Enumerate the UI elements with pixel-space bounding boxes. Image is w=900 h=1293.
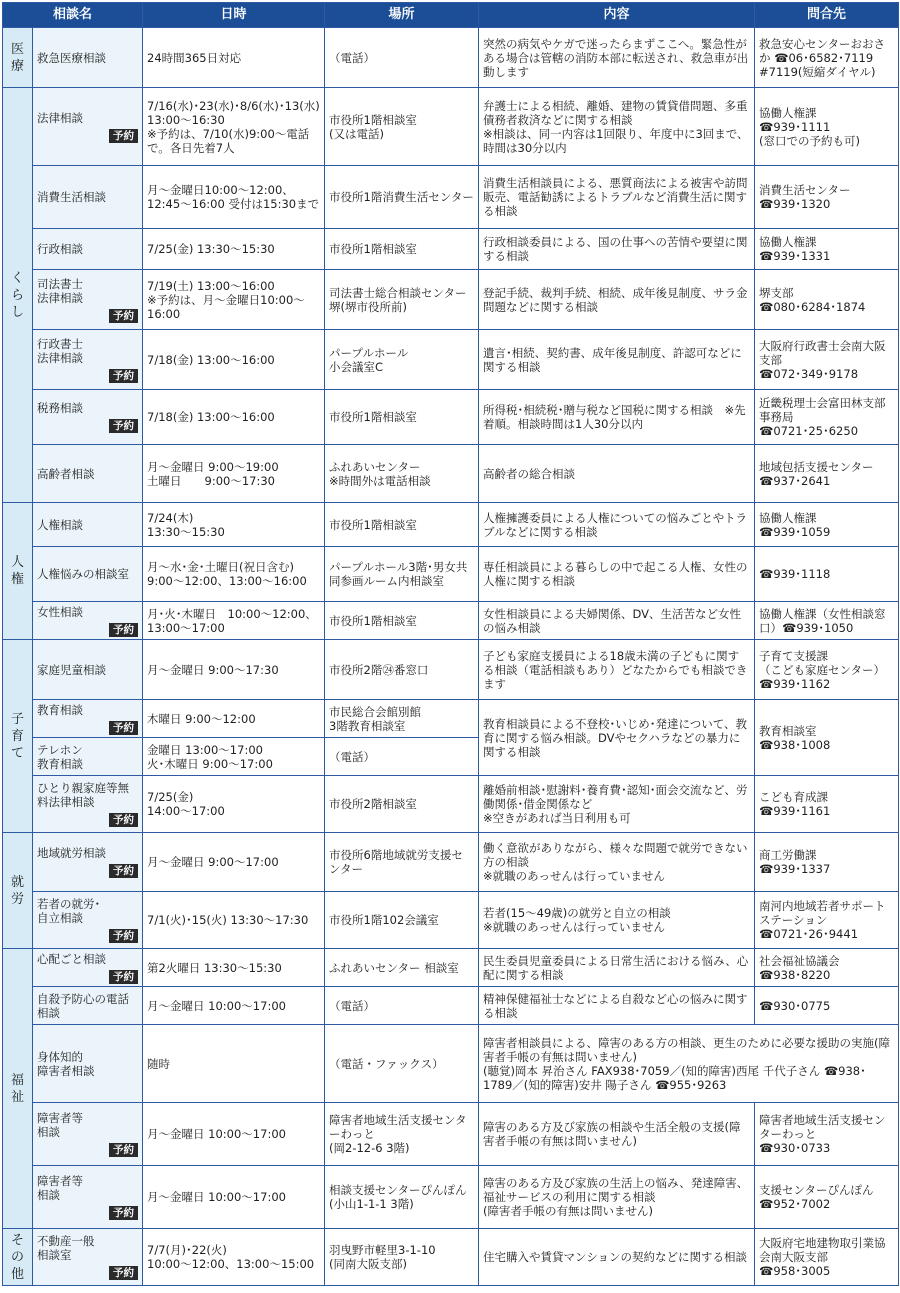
place-cell: 市役所2階相談室 <box>325 776 479 833</box>
table-row <box>3 547 899 602</box>
contact-cell: 商工労働課 ☎939･1337 <box>755 833 899 892</box>
date-cell: 7/16(水)･23(水)･8/6(水)･13(水) 13:00〜16:30 ※予約は、7/10(水)9:00〜電話で。各日先着7人 <box>143 88 325 166</box>
consultation-name: 不動産一般 相談室 <box>37 1234 95 1262</box>
place-cell: パープルホール 小会議室C <box>325 330 479 390</box>
place-cell: 市役所1階相談室 <box>325 390 479 445</box>
reservation-badge: 予約 <box>109 309 138 323</box>
content-cell: 高齢者の総合相談 <box>479 445 755 503</box>
contact-cell: 社会福祉協議会 ☎938･8220 <box>755 949 899 987</box>
consultation-name: 自殺予防心の電話相談 <box>37 991 129 1020</box>
reservation-badge: 予約 <box>109 813 138 827</box>
table-row <box>3 949 899 987</box>
consultation-name-cell <box>33 445 143 503</box>
table-row <box>3 166 899 229</box>
content-cell: 消費生活相談員による、悪質商法による被害や訪問販売、電話勧誘によるトラブルなど消費生活に関する相談 <box>479 166 755 229</box>
content-cell: 民生委員児童委員による日常生活における悩み、心配に関する相談 <box>479 949 755 987</box>
header-contact: 問合先 <box>755 3 899 28</box>
content-cell: 障害のある方及び家族の生活上の悩み、発達障害、福祉サービスの利用に関する相談 (障害者手帳の有無は問いません) <box>479 1166 755 1229</box>
place-cell: 相談支援センターぴんぽん(小山1-1-1 3階) <box>325 1166 479 1229</box>
table-row <box>3 390 899 445</box>
category-label: そ の 他 <box>3 1229 33 1286</box>
consultation-name: 行政相談 <box>37 242 83 256</box>
date-cell: 月〜金曜日 10:00〜17:00 <box>143 987 325 1025</box>
content-cell: 子ども家庭支援員による18歳未満の子どもに関する相談（電話相談もあり）どなたからでも相談できます <box>479 640 755 700</box>
content-cell: 若者(15〜49歳)の就労と自立の相談 ※就職のあっせんは行っていません <box>479 892 755 949</box>
date-cell: 月〜金曜日10:00〜12:00、12:45〜16:00 受付は15:30まで <box>143 166 325 229</box>
header-name: 相談名 <box>3 3 143 28</box>
date-cell: 月〜水･金･土曜日(祝日含む) 9:00〜12:00、13:00〜16:00 <box>143 547 325 602</box>
consultation-name-cell <box>33 166 143 229</box>
table-row <box>3 270 899 330</box>
place-cell: （電話・ファックス） <box>325 1025 479 1103</box>
place-cell: 市役所1階相談室 <box>325 229 479 270</box>
contact-cell: 教育相談室 ☎938･1008 <box>755 700 899 776</box>
content-cell: 専任相談員による暮らしの中で起こる人権、女性の人権に関する相談 <box>479 547 755 602</box>
contact-cell: ☎939･1118 <box>755 547 899 602</box>
reservation-badge: 予約 <box>109 129 138 143</box>
reservation-badge-wrap <box>37 720 138 735</box>
contact-cell: 南河内地域若者サポートステーション ☎0721･26･9441 <box>755 892 899 949</box>
consultation-name-cell <box>33 330 143 390</box>
category-label: 就 労 <box>3 833 33 949</box>
consultation-name-cell <box>33 390 143 445</box>
place-cell: 司法書士総合相談センター堺(堺市役所前) <box>325 270 479 330</box>
consultation-name-cell <box>33 547 143 602</box>
contact-cell: 支援センターぴんぽん ☎952･7002 <box>755 1166 899 1229</box>
contact-cell: 障害者地域生活支援センターわっと ☎930･0733 <box>755 1103 899 1166</box>
content-cell: 所得税･相続税･贈与税など国税に関する相談 ※先着順。相談時間は1人30分以内 <box>479 390 755 445</box>
reservation-badge: 予約 <box>109 929 138 943</box>
consultation-name: 人権相談 <box>37 517 83 532</box>
contact-cell: 堺支部 ☎080･6284･1874 <box>755 270 899 330</box>
consultation-name: 法律相談 <box>37 110 83 125</box>
contact-cell: 救急安心センターおおさか ☎06･6582･7119 #7119(短縮ダイヤル) <box>755 28 899 88</box>
category-label: 福 祉 <box>3 949 33 1229</box>
consultation-name: テレホン 教育相談 <box>37 742 83 771</box>
date-cell: 7/7(月)･22(火) 10:00〜12:00、13:00〜15:00 <box>143 1229 325 1286</box>
reservation-badge: 予約 <box>109 721 138 735</box>
table-row <box>3 1166 899 1229</box>
category-label: 子 育 て <box>3 640 33 833</box>
content-cell: 弁護士による相続、離婚、建物の賃貸借問題、多重債務者救済などに関する相談 ※相談は、同一内容は1回限り、年度中に3回まで、時間は30分以内 <box>479 88 755 166</box>
table-row <box>3 503 899 547</box>
reservation-badge: 予約 <box>109 1266 138 1280</box>
consultation-name: 高齢者相談 <box>37 466 95 481</box>
consultation-name-cell <box>33 1229 143 1286</box>
reservation-badge-wrap <box>37 308 138 323</box>
header-date: 日時 <box>143 3 325 28</box>
reservation-badge: 予約 <box>109 1206 138 1220</box>
place-cell: ふれあいセンター ※時間外は電話相談 <box>325 445 479 503</box>
consultation-name: 司法書士 法律相談 <box>37 276 83 305</box>
header-place: 場所 <box>325 3 479 28</box>
contact-cell: 協働人権課 ☎939･1331 <box>755 229 899 270</box>
content-cell: 女性相談員による夫婦関係、DV、生活苦など女性の悩み相談 <box>479 602 755 640</box>
consultation-name: 行政書士 法律相談 <box>37 336 83 365</box>
date-cell: 随時 <box>143 1025 325 1103</box>
table-row <box>3 776 899 833</box>
reservation-badge-wrap <box>37 928 138 943</box>
place-cell: 市役所6階地域就労支援センター <box>325 833 479 892</box>
contact-cell: 協働人権課（女性相談窓口）☎939･1050 <box>755 602 899 640</box>
content-cell: 登記手続、裁判手続、相続、成年後見制度、サラ金問題などに関する相談 <box>479 270 755 330</box>
category-label: 人 権 <box>3 503 33 640</box>
content-cell: 行政相談委員による、国の仕事への苦情や要望に関する相談 <box>479 229 755 270</box>
reservation-badge: 予約 <box>109 623 138 637</box>
place-cell: ふれあいセンター 相談室 <box>325 949 479 987</box>
content-cell: 住宅購入や賃貸マンションの契約などに関する相談 <box>479 1229 755 1286</box>
header-content: 内容 <box>479 3 755 28</box>
consultation-name-cell <box>33 229 143 270</box>
consultation-name-cell <box>33 949 143 987</box>
table-row <box>3 1103 899 1166</box>
content-cell: 働く意欲がありながら、様々な問題で就労できない方の相談 ※就職のあっせんは行っていません <box>479 833 755 892</box>
content-cell: 突然の病気やケガで迷ったらまずここへ。緊急性がある場合は管轄の消防本部に転送され、救急車が出動します <box>479 28 755 88</box>
contact-cell: 大阪府宅地建物取引業協会南大阪支部 ☎958･3005 <box>755 1229 899 1286</box>
table-row <box>3 987 899 1025</box>
date-cell: 月〜金曜日 10:00〜17:00 <box>143 1166 325 1229</box>
consultation-name: 税務相談 <box>37 401 83 415</box>
table-row <box>3 1229 899 1286</box>
consultation-name-cell <box>33 892 143 949</box>
category-label: く ら し <box>3 88 33 503</box>
content-cell: 離婚前相談･慰謝料･養育費･認知･面会交流など、労働関係･借金関係など ※空きがあれば当日利用も可 <box>479 776 755 833</box>
date-cell: 月･火･木曜日 10:00〜12:00、13:00〜17:00 <box>143 602 325 640</box>
contact-cell: 協働人権課 ☎939･1111 (窓口での予約も可) <box>755 88 899 166</box>
table-header-row <box>3 3 899 28</box>
table-row <box>3 700 899 738</box>
consultation-name: 消費生活相談 <box>37 190 106 204</box>
date-cell: 月〜金曜日 9:00〜17:00 <box>143 833 325 892</box>
table-row <box>3 640 899 700</box>
table-row <box>3 88 899 166</box>
date-cell: 月〜金曜日 9:00〜19:00 土曜日 9:00〜17:30 <box>143 445 325 503</box>
place-cell: 羽曳野市軽里3-1-10 (同南大阪支部) <box>325 1229 479 1286</box>
reservation-badge: 予約 <box>109 419 138 433</box>
table-row <box>3 1025 899 1103</box>
table-row <box>3 892 899 949</box>
consultation-table <box>2 2 899 1286</box>
place-cell: 障害者地域生活支援センターわっと (岡2-12-6 3階) <box>325 1103 479 1166</box>
date-cell: 月〜金曜日 10:00〜17:00 <box>143 1103 325 1166</box>
consultation-name-cell <box>33 776 143 833</box>
table-row <box>3 602 899 640</box>
contact-cell: 協働人権課 ☎939･1059 <box>755 503 899 547</box>
table-row <box>3 229 899 270</box>
date-cell: 24時間365日対応 <box>143 28 325 88</box>
date-cell: 木曜日 9:00〜12:00 <box>143 700 325 738</box>
place-cell: （電話） <box>325 987 479 1025</box>
consultation-name: 人権悩みの相談室 <box>37 567 129 581</box>
consultation-name: 障害者等 相談 <box>37 1111 83 1139</box>
table-row <box>3 833 899 892</box>
reservation-badge: 予約 <box>109 864 138 878</box>
reservation-badge: 予約 <box>109 970 138 984</box>
date-cell: 7/18(金) 13:00〜16:00 <box>143 390 325 445</box>
content-cell: 障害のある方及び家族の相談や生活全般の支援(障害者手帳の有無は問いません) <box>479 1103 755 1166</box>
place-cell: 市役所2階㉔番窓口 <box>325 640 479 700</box>
date-cell: 7/18(金) 13:00〜16:00 <box>143 330 325 390</box>
consultation-name-cell <box>33 833 143 892</box>
consultation-name-cell <box>33 1103 143 1166</box>
place-cell: 市役所1階102会議室 <box>325 892 479 949</box>
date-cell: 7/25(金) 13:30〜15:30 <box>143 229 325 270</box>
reservation-badge: 予約 <box>109 369 138 383</box>
content-cell: 精神保健福祉士などによる自殺など心の悩みに関する相談 <box>479 987 755 1025</box>
consultation-name: ひとり親家庭等無料法律相談 <box>37 781 129 809</box>
reservation-badge-wrap <box>37 1265 138 1280</box>
consultation-name-cell <box>33 700 143 738</box>
consultation-name-cell <box>33 28 143 88</box>
consultation-name: 心配ごと相談 <box>37 951 106 966</box>
contact-cell: 近畿税理士会富田林支部事務局 ☎0721･25･6250 <box>755 390 899 445</box>
consultation-name: 若者の就労･ 自立相談 <box>37 897 101 925</box>
place-cell: 市役所1階相談室 <box>325 503 479 547</box>
consultation-name-cell <box>33 1166 143 1229</box>
contact-cell: 地域包括支援センター ☎937･2641 <box>755 445 899 503</box>
place-cell: 市民総合会館別館 3階教育相談室 <box>325 700 479 738</box>
date-cell: 7/24(木) 13:30〜15:30 <box>143 503 325 547</box>
consultation-name-cell <box>33 270 143 330</box>
consultation-name-cell <box>33 88 143 166</box>
consultation-name-cell <box>33 602 143 640</box>
place-cell: 市役所1階消費生活センター <box>325 166 479 229</box>
contact-cell: 消費生活センター ☎939･1320 <box>755 166 899 229</box>
date-cell: 7/25(金) 14:00〜17:00 <box>143 776 325 833</box>
consultation-name: 家庭児童相談 <box>37 662 106 677</box>
reservation-badge-wrap <box>37 368 138 383</box>
content-cell: 遺言･相続、契約書、成年後見制度、許認可などに関する相談 <box>479 330 755 390</box>
consultation-name-cell <box>33 987 143 1025</box>
date-cell: 月〜金曜日 9:00〜17:30 <box>143 640 325 700</box>
consultation-name: 地域就労相談 <box>37 846 106 860</box>
reservation-badge-wrap <box>37 1142 138 1157</box>
consultation-name: 教育相談 <box>37 702 83 717</box>
consultation-name: 女性相談 <box>37 604 83 619</box>
date-cell: 7/1(火)･15(火) 13:30〜17:30 <box>143 892 325 949</box>
date-cell: 7/19(土) 13:00〜16:00 ※予約は、月〜金曜日10:00〜16:00 <box>143 270 325 330</box>
consultation-name-cell <box>33 503 143 547</box>
content-cell: 人権擁護委員による人権についての悩みごとやトラブルなどに関する相談 <box>479 503 755 547</box>
place-cell: （電話） <box>325 28 479 88</box>
place-cell: 市役所1階相談室 (又は電話) <box>325 88 479 166</box>
date-cell: 第2火曜日 13:30〜15:30 <box>143 949 325 987</box>
contact-cell: 子育て支援課 （こども家庭センター） ☎939･1162 <box>755 640 899 700</box>
contact-cell: 大阪府行政書士会南大阪支部 ☎072･349･9178 <box>755 330 899 390</box>
reservation-badge-wrap <box>37 418 138 433</box>
table-row <box>3 330 899 390</box>
content-cell: 障害者相談員による、障害のある方の相談、更生のために必要な援助の実施(障害者手帳の有無は問いません) (聴覚)岡本 昇治さん FAX938･7059／(知的障害)西尾 千代子さん ☎938･1789／(知的障害)安井 陽子さん ☎955･9263 <box>479 1025 899 1103</box>
consultation-name: 身体知的 障害者相談 <box>37 1049 95 1078</box>
reservation-badge-wrap <box>37 1205 138 1220</box>
category-label: 医 療 <box>3 28 33 88</box>
consultation-name-cell <box>33 640 143 700</box>
reservation-badge-wrap <box>37 622 138 637</box>
reservation-badge-wrap <box>37 969 138 984</box>
table-row <box>3 445 899 503</box>
consultation-name-cell <box>33 738 143 776</box>
consultation-name: 救急医療相談 <box>37 50 106 65</box>
reservation-badge-wrap <box>37 812 138 827</box>
consultation-name-cell <box>33 1025 143 1103</box>
table-body <box>3 28 899 1286</box>
reservation-badge: 予約 <box>109 1143 138 1157</box>
place-cell: 市役所1階相談室 <box>325 602 479 640</box>
place-cell: （電話） <box>325 738 479 776</box>
consultation-name: 障害者等 相談 <box>37 1174 83 1202</box>
reservation-badge-wrap <box>37 128 138 143</box>
content-cell: 教育相談員による不登校･いじめ･発達について、教育に関する悩み相談。DVやセクハラなどの暴力に関する相談 <box>479 700 755 776</box>
date-cell: 金曜日 13:00〜17:00 火･木曜日 9:00〜17:00 <box>143 738 325 776</box>
contact-cell: ☎930･0775 <box>755 987 899 1025</box>
place-cell: パープルホール3階･男女共同参画ルーム内相談室 <box>325 547 479 602</box>
table-row <box>3 28 899 88</box>
reservation-badge-wrap <box>37 863 138 878</box>
contact-cell: こども育成課 ☎939･1161 <box>755 776 899 833</box>
